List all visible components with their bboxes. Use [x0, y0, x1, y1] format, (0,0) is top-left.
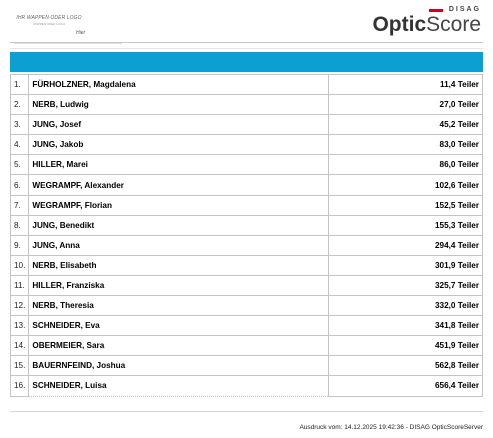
score-cell: 45,2 Teiler — [329, 115, 483, 135]
rank-cell: 11. — [11, 275, 29, 295]
score-cell: 341,8 Teiler — [329, 316, 483, 336]
table-row — [11, 376, 483, 396]
table-row — [11, 95, 483, 115]
name-cell: SCHNEIDER, Luisa — [29, 376, 329, 396]
rank-cell: 1. — [11, 75, 29, 95]
rank-cell: 14. — [11, 336, 29, 356]
score-cell: 152,5 Teiler — [329, 195, 483, 215]
name-cell: WEGRAMPF, Florian — [29, 195, 329, 215]
logo-placeholder-line3: Hier — [76, 30, 86, 36]
rank-cell: 5. — [11, 155, 29, 175]
table-row — [11, 75, 483, 95]
table-row — [11, 175, 483, 195]
name-cell: HILLER, Franziska — [29, 275, 329, 295]
brand-name — [372, 14, 481, 36]
rank-cell: 12. — [11, 296, 29, 316]
disag-opticscore-logo — [361, 6, 481, 36]
name-cell: SCHNEIDER, Eva — [29, 316, 329, 336]
name-cell: JUNG, Josef — [29, 115, 329, 135]
name-cell: NERB, Theresia — [29, 296, 329, 316]
score-cell: 11,4 Teiler — [329, 75, 483, 95]
rank-cell: 10. — [11, 255, 29, 275]
score-cell: 83,0 Teiler — [329, 135, 483, 155]
table-row — [11, 356, 483, 376]
name-cell: FÜRHOLZNER, Magdalena — [29, 75, 329, 95]
table-row — [11, 155, 483, 175]
results-table — [10, 74, 483, 397]
table-row — [11, 296, 483, 316]
table-row — [11, 135, 483, 155]
name-cell: NERB, Elisabeth — [29, 255, 329, 275]
rank-cell: 16. — [11, 376, 29, 396]
logo-placeholder-line1: IHR WAPPEN ODER LOGO — [16, 15, 82, 21]
score-cell: 562,8 Teiler — [329, 356, 483, 376]
name-cell: OBERMEIER, Sara — [29, 336, 329, 356]
score-cell: 301,9 Teiler — [329, 255, 483, 275]
table-row — [11, 336, 483, 356]
name-cell: JUNG, Anna — [29, 235, 329, 255]
rank-cell: 4. — [11, 135, 29, 155]
name-cell: NERB, Ludwig — [29, 95, 329, 115]
brand-name-regular: Score — [426, 13, 481, 36]
rank-cell: 6. — [11, 175, 29, 195]
score-cell: 325,7 Teiler — [329, 275, 483, 295]
table-row — [11, 195, 483, 215]
score-cell: 155,3 Teiler — [329, 215, 483, 235]
brand-small-text: DISAG — [448, 6, 481, 13]
logo-underline — [14, 43, 122, 44]
table-row — [11, 235, 483, 255]
score-cell: 451,9 Teiler — [329, 336, 483, 356]
score-cell: 86,0 Teiler — [329, 155, 483, 175]
table-row — [11, 316, 483, 336]
club-logo-placeholder — [10, 12, 118, 46]
title-band — [10, 52, 483, 72]
table-row — [11, 215, 483, 235]
rank-cell: 3. — [11, 115, 29, 135]
footer-divider — [10, 411, 483, 412]
rank-cell: 15. — [11, 356, 29, 376]
rank-cell: 7. — [11, 195, 29, 215]
brand-name-bold: Optic — [372, 13, 427, 36]
table-row — [11, 255, 483, 275]
name-cell: WEGRAMPF, Alexander — [29, 175, 329, 195]
print-footer: Ausdruck vom: 14.12.2025 19:42:36 - DISAG OpticScoreServer — [299, 424, 483, 431]
header-divider-secondary — [10, 48, 483, 49]
name-cell: BAUERNFEIND, Joshua — [29, 356, 329, 376]
brand-accent-bar — [429, 9, 443, 12]
name-cell: HILLER, Marei — [29, 155, 329, 175]
score-cell: 294,4 Teiler — [329, 235, 483, 255]
table-row — [11, 115, 483, 135]
score-cell: 332,0 Teiler — [329, 296, 483, 316]
score-cell: 102,6 Teiler — [329, 175, 483, 195]
rank-cell: 13. — [11, 316, 29, 336]
name-cell: JUNG, Benedikt — [29, 215, 329, 235]
score-cell: 27,0 Teiler — [329, 95, 483, 115]
table-row — [11, 275, 483, 295]
rank-cell: 9. — [11, 235, 29, 255]
rank-cell: 8. — [11, 215, 29, 235]
header-divider — [10, 42, 483, 43]
score-cell: 656,4 Teiler — [329, 376, 483, 396]
rank-cell: 2. — [11, 95, 29, 115]
name-cell: JUNG, Jakob — [29, 135, 329, 155]
logo-placeholder-line2: WAPPEN ODER LOGO — [33, 22, 65, 26]
